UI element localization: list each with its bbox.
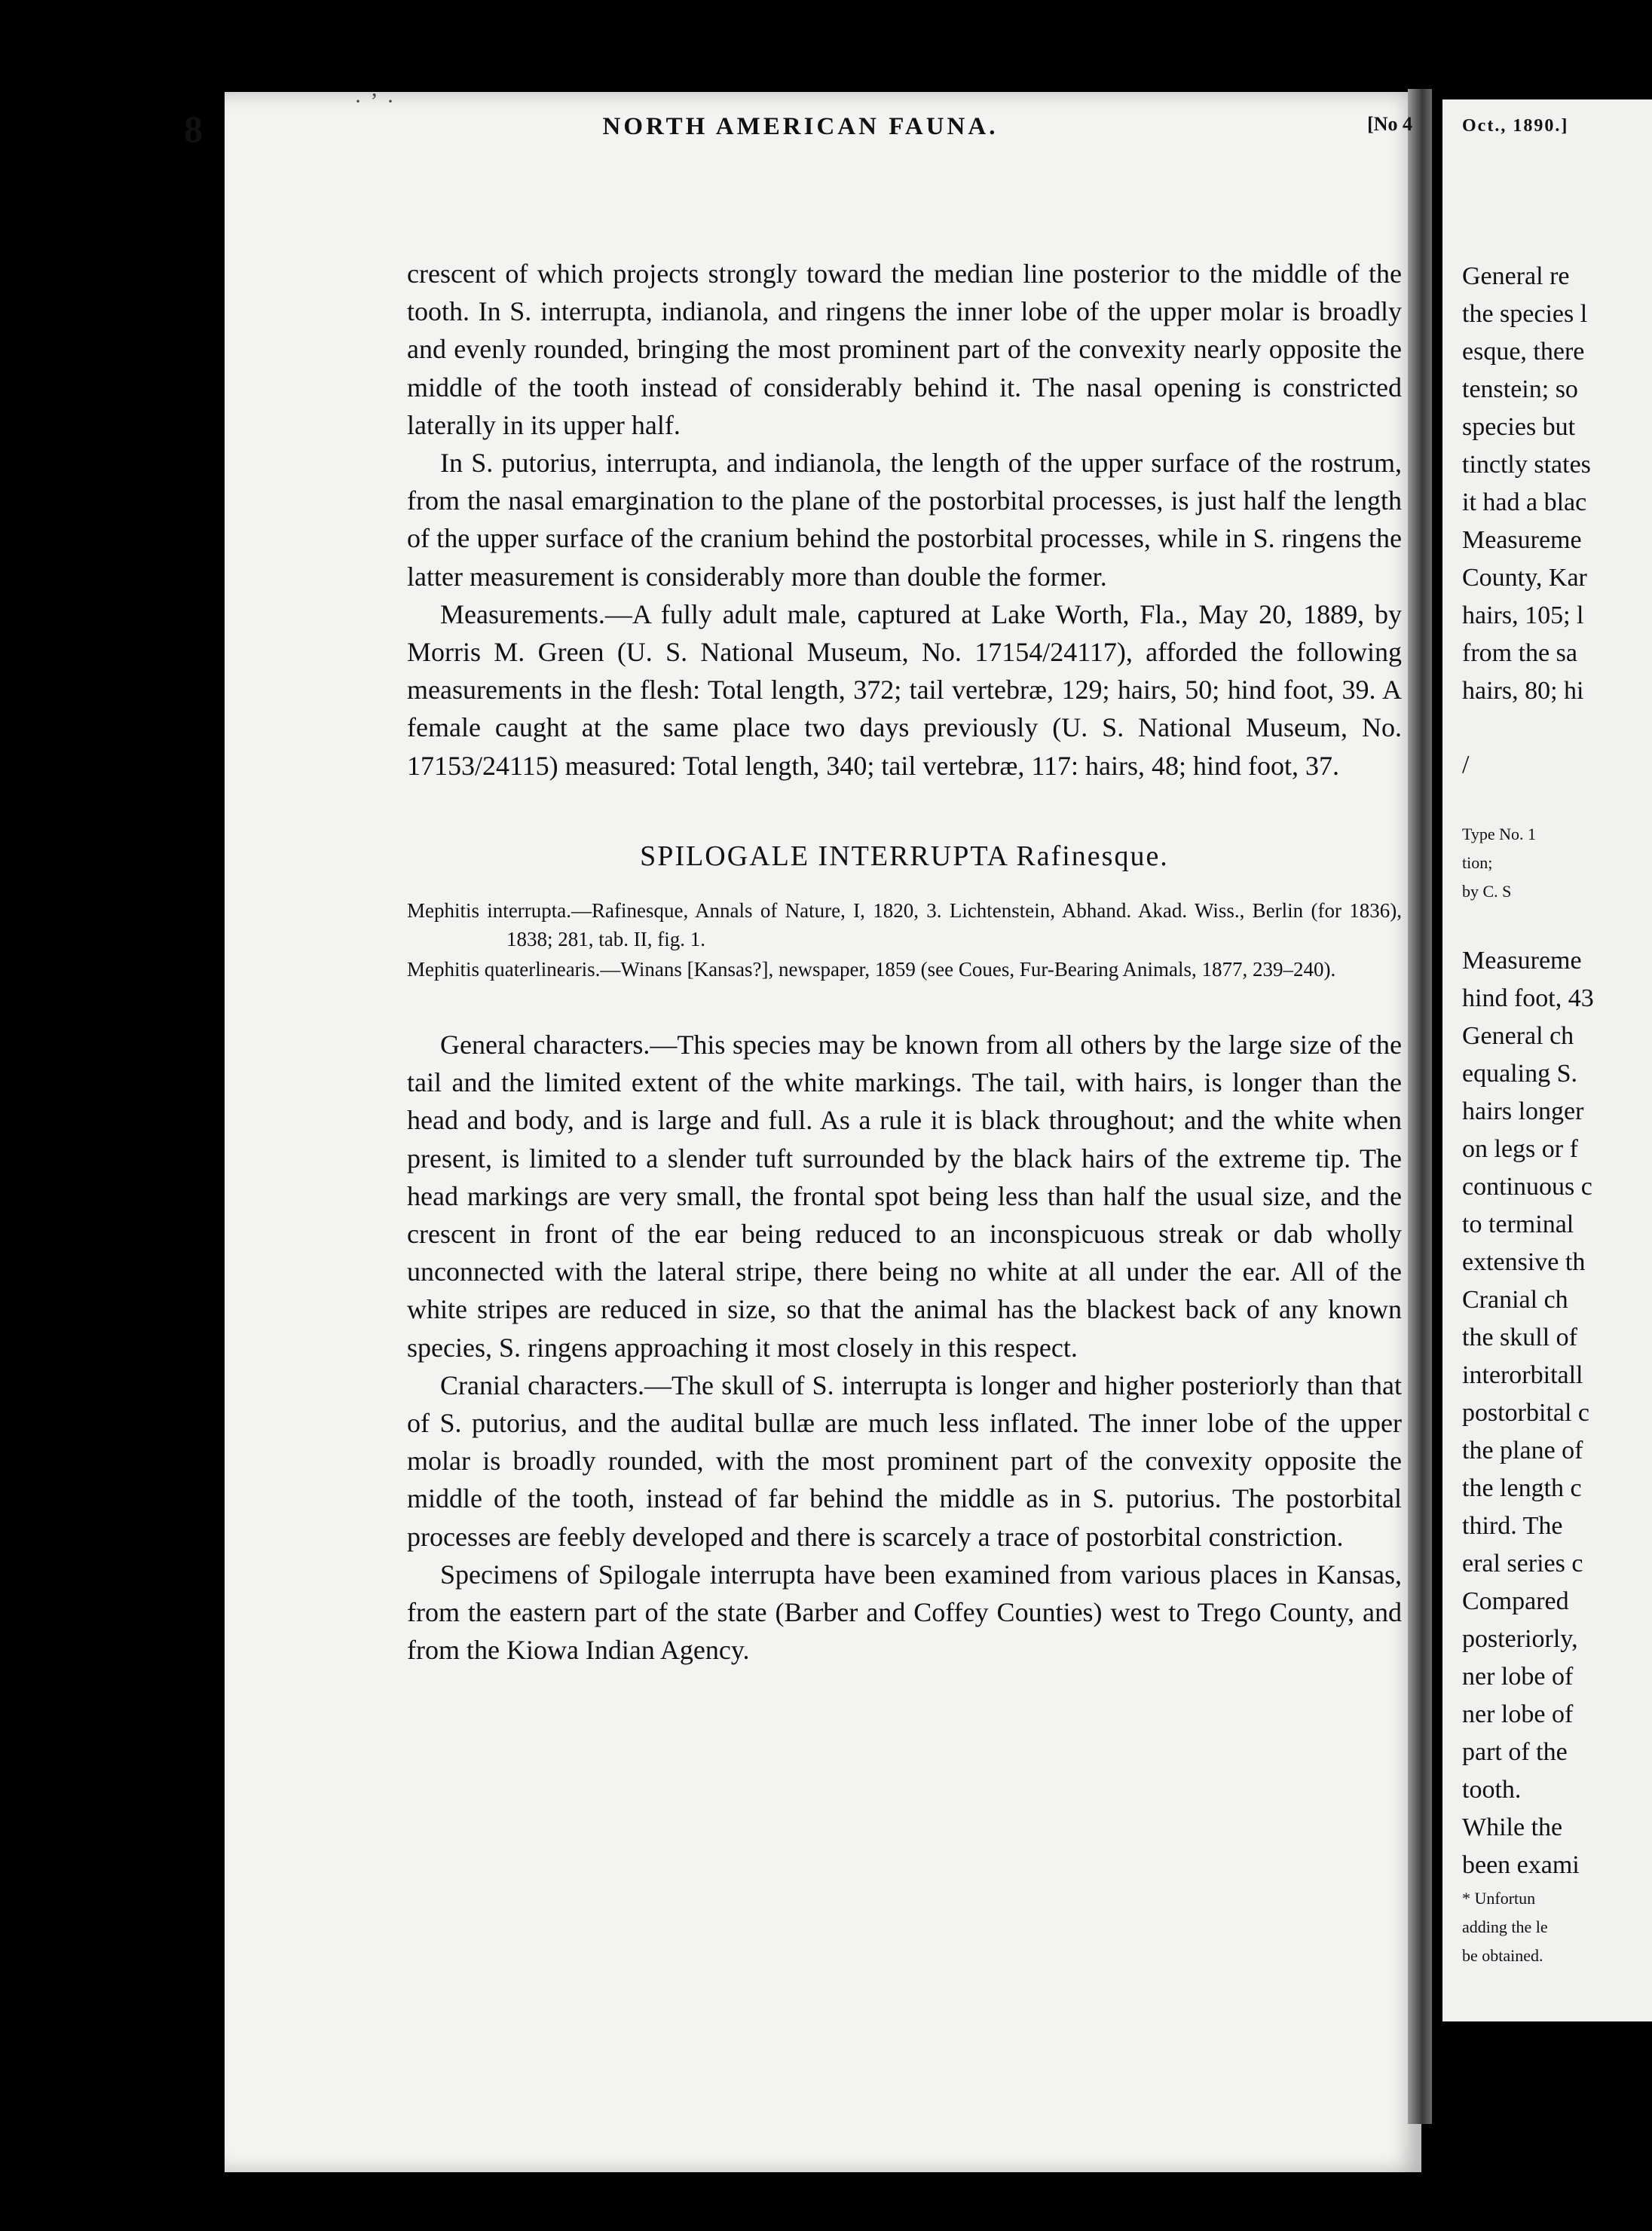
right-page-line: tooth. — [1462, 1776, 1522, 1804]
paragraph-rostrum: In S. putorius, interrupta, and indianola, the length of the upper surface of the rostrum, from the nasal emargination to the plane of the postorbital processes, is just half the length of the upper surface of the cranium behind the postorbital processes, while in S. ringens the latter measurement is considerably more than double the former. — [407, 448, 1402, 592]
right-page-line: be obtained. — [1462, 1946, 1543, 1965]
right-page-line: hairs, 105; l — [1462, 601, 1584, 629]
right-page-header: Oct., 1890.] — [1462, 116, 1569, 136]
right-page-line: Measureme — [1462, 526, 1582, 554]
right-page-line — [1462, 784, 1652, 820]
main-text-column — [407, 255, 1402, 1669]
right-page-line: adding the le — [1462, 1917, 1548, 1936]
right-page-line: esque, there — [1462, 338, 1585, 366]
right-page-line: * Unfortun — [1462, 1889, 1536, 1908]
synonym-entry: Mephitis quaterlinearis.—Winans [Kansas?], newspaper, 1859 (see Coues, Fur-Bearing Animals, 1877, 239–240). — [407, 958, 1336, 981]
right-page-line: it had a blac — [1462, 488, 1587, 516]
right-page-line: the length c — [1462, 1474, 1582, 1502]
right-page-line — [1462, 906, 1652, 942]
right-page-line: the skull of — [1462, 1324, 1577, 1351]
paragraph-cranial-characters: Cranial characters.—The skull of S. interrupta is longer and higher posteriorly than that of S. putorius, and the audital bullæ are much less inflated. The inner lobe of the upper molar is broadly rounded, with the most prominent part of the convexity opposite the middle of the tooth, instead of far behind the middle as in S. putorius. The postorbital processes are feebly developed and there is scarcely a trace of postorbital constriction. — [407, 1370, 1402, 1552]
paragraph-specimens: Specimens of Spilogale interrupta have been examined from various places in Kansas, from the eastern part of the state (Barber and Coffey Counties) west to Trego County, and from the Kiowa Indian Agency. — [407, 1559, 1402, 1666]
right-page-line: County, Kar — [1462, 564, 1587, 592]
right-page-line: by C. S — [1462, 882, 1512, 901]
running-title: NORTH AMERICAN FAUNA. — [602, 113, 999, 140]
paragraph-measurements: Measurements.—A fully adult male, captured at Lake Worth, Fla., May 20, 1889, by Morris M. Green (U. S. National Museum, No. 17154/24117), afforded the following measurements in the flesh: Total length, 372; tail vertebræ, 129; hairs, 50; hind foot, 39. A female caught at the same place two days previously (U. S. National Museum, No. 17153/24115) measured: Total length, 340; tail vertebræ, 117: hairs, 48; hind foot, 37. — [407, 598, 1402, 781]
species-heading: SPILOGALE INTERRUPTA Rafinesque. — [640, 840, 1169, 872]
right-page-line: the species l — [1462, 300, 1588, 328]
right-page-line: Type No. 1 — [1462, 825, 1537, 843]
right-page-line: Cranial ch — [1462, 1286, 1568, 1314]
right-page-line: Measureme — [1462, 947, 1582, 975]
right-page-line: part of the — [1462, 1738, 1568, 1766]
right-page-line: extensive th — [1462, 1248, 1586, 1276]
right-page-line: continuous c — [1462, 1173, 1592, 1201]
synonym-entry: Mephitis interrupta.—Rafinesque, Annals of Nature, I, 1820, 3. Lichtenstein, Abhand. Akad. Wiss., Berlin (for 1836), 1838; 281, tab. II, fig. 1. — [407, 899, 1402, 951]
right-page-line: / — [1462, 751, 1470, 779]
right-page-line: species but — [1462, 413, 1576, 441]
paragraph-molar-comparison: crescent of which projects strongly toward the median line posterior to the middle of the tooth. In S. interrupta, indianola, and ringens the inner lobe of the upper molar is broadly and evenly rounded, bringing the most prominent part of the convexity nearly opposite the middle of the tooth instead of considerably behind it. The nasal opening is constricted laterally in its upper half. — [407, 259, 1402, 440]
right-page-line: posteriorly, — [1462, 1625, 1578, 1653]
right-page-line: General ch — [1462, 1022, 1574, 1050]
right-page-line: the plane of — [1462, 1437, 1583, 1464]
right-page-line — [1462, 710, 1652, 746]
right-page — [1442, 99, 1652, 2021]
synonymy-block — [407, 896, 1402, 984]
right-page-line: interorbitall — [1462, 1361, 1583, 1389]
right-page-line: hind foot, 43 — [1462, 984, 1594, 1012]
right-page-line: tion; — [1462, 853, 1493, 872]
book-gutter — [1408, 89, 1432, 2124]
right-page-line: from the sa — [1462, 639, 1577, 667]
page-header — [184, 107, 1417, 152]
right-page-line: been exami — [1462, 1851, 1580, 1879]
right-page-line: hairs, 80; hi — [1462, 677, 1584, 705]
page-smudge: · ʼ · — [354, 89, 396, 114]
right-page-line: ner lobe of — [1462, 1663, 1574, 1691]
right-page-line: While the — [1462, 1813, 1563, 1841]
issue-number-tag: [No 4 — [1367, 113, 1412, 135]
paragraph-general-characters: General characters.—This species may be known from all others by the large size of the tail and the limited extent of the white markings. The tail, with hairs, is longer than the head and body, and is large and full. As a rule it is black throughout; and the white when present, is limited to a slender tuft surrounded by the black hairs of the extreme tip. The head markings are very small, the frontal spot being less than half the usual size, and the crescent in front of the ear being reduced to an inconspicuous streak or dab wholly unconnected with the lateral stripe, there being no white at all under the ear. All of the white stripes are reduced in size, so that the animal has the blackest back of any known species, S. ringens approaching it most closely in this respect. — [407, 1030, 1402, 1363]
right-page-line: tenstein; so — [1462, 375, 1578, 403]
right-page-line: third. The — [1462, 1512, 1563, 1540]
right-page-line: eral series c — [1462, 1550, 1583, 1578]
right-page-line: postorbital c — [1462, 1399, 1590, 1427]
right-page-line: tinctly states — [1462, 451, 1591, 479]
right-page-line: Compared — [1462, 1587, 1569, 1615]
right-page-line: General re — [1462, 262, 1570, 290]
right-page-line: hairs longer — [1462, 1097, 1584, 1125]
right-page-line: equaling S. — [1462, 1060, 1577, 1088]
right-page-line: ner lobe of — [1462, 1700, 1574, 1728]
page-number: 8 — [184, 108, 203, 150]
right-page-text — [1462, 258, 1652, 1970]
right-page-line: on legs or f — [1462, 1135, 1578, 1163]
right-page-line: to terminal — [1462, 1210, 1574, 1238]
